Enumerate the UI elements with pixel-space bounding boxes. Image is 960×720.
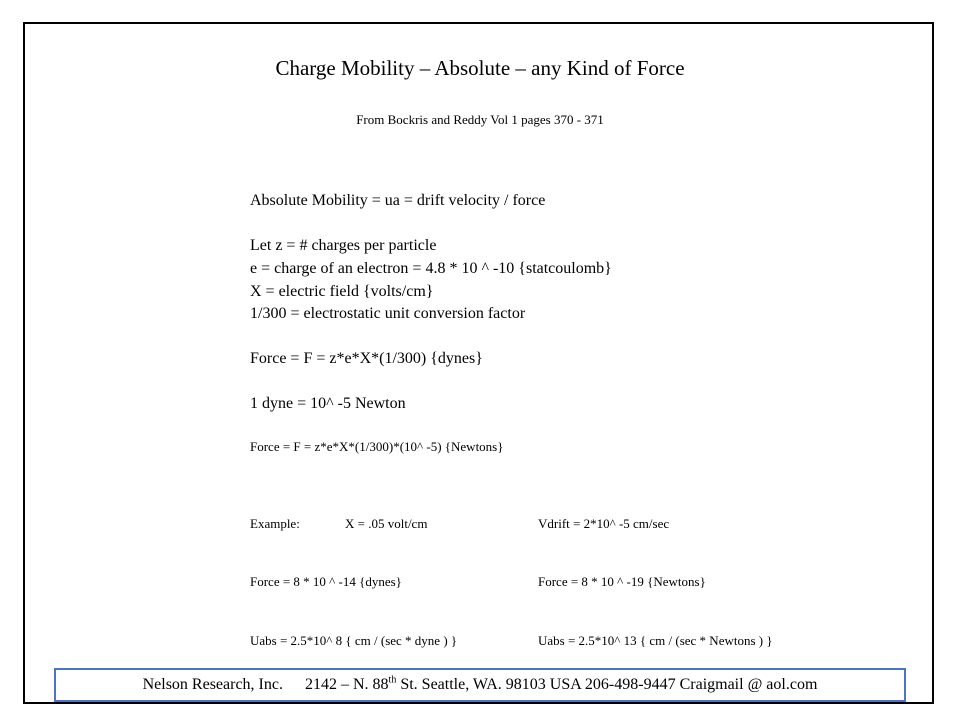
footer-banner [54,668,906,702]
footer-address [305,676,817,694]
example-field-value: X = .05 volt/cm [345,516,428,531]
footer-address-start: 2142 – N. 88 [304,676,389,693]
slide-title: Charge Mobility – Absolute – any Kind of Force [275,56,685,80]
conversion-factor-definition: 1/300 = electrostatic unit conversion factor [250,305,526,322]
example-uabs-dynes: Uabs = 2.5*10^ 8 { cm / (sec * dyne ) } [250,633,458,648]
example-force-dynes: Force = 8 * 10 ^ -14 {dynes} [250,574,402,589]
footer-address-rest: St. Seattle, WA. 98103 USA 206-498-9447 Craigmail @ aol.com [396,676,818,693]
let-z-definition: Let z = # charges per particle [250,237,437,254]
dyne-newton-conversion: 1 dyne = 10^ -5 Newton [250,395,406,412]
example-force-newtons: Force = 8 * 10 ^ -19 {Newtons} [538,574,706,589]
footer-company: Nelson Research, Inc. [142,676,283,693]
footer-address-superscript: th [388,674,397,686]
slide-subtitle: From Bockris and Reddy Vol 1 pages 370 - 371 [356,112,604,127]
example-vdrift: Vdrift = 2*10^ -5 cm/sec [538,516,670,531]
force-dynes-formula: Force = F = z*e*X*(1/300) {dynes} [250,350,483,367]
mobility-definition: Absolute Mobility = ua = drift velocity / force [250,192,546,209]
force-newtons-formula: Force = F = z*e*X*(1/300)*(10^ -5) {Newtons} [250,439,504,454]
example-uabs-newtons: Uabs = 2.5*10^ 13 { cm / (sec * Newtons ) } [538,633,773,648]
electron-charge-definition: e = charge of an electron = 4.8 * 10 ^ -10 {statcoulomb} [250,260,612,277]
example-label: Example: [250,516,300,531]
electric-field-definition: X = electric field {volts/cm} [250,283,434,300]
